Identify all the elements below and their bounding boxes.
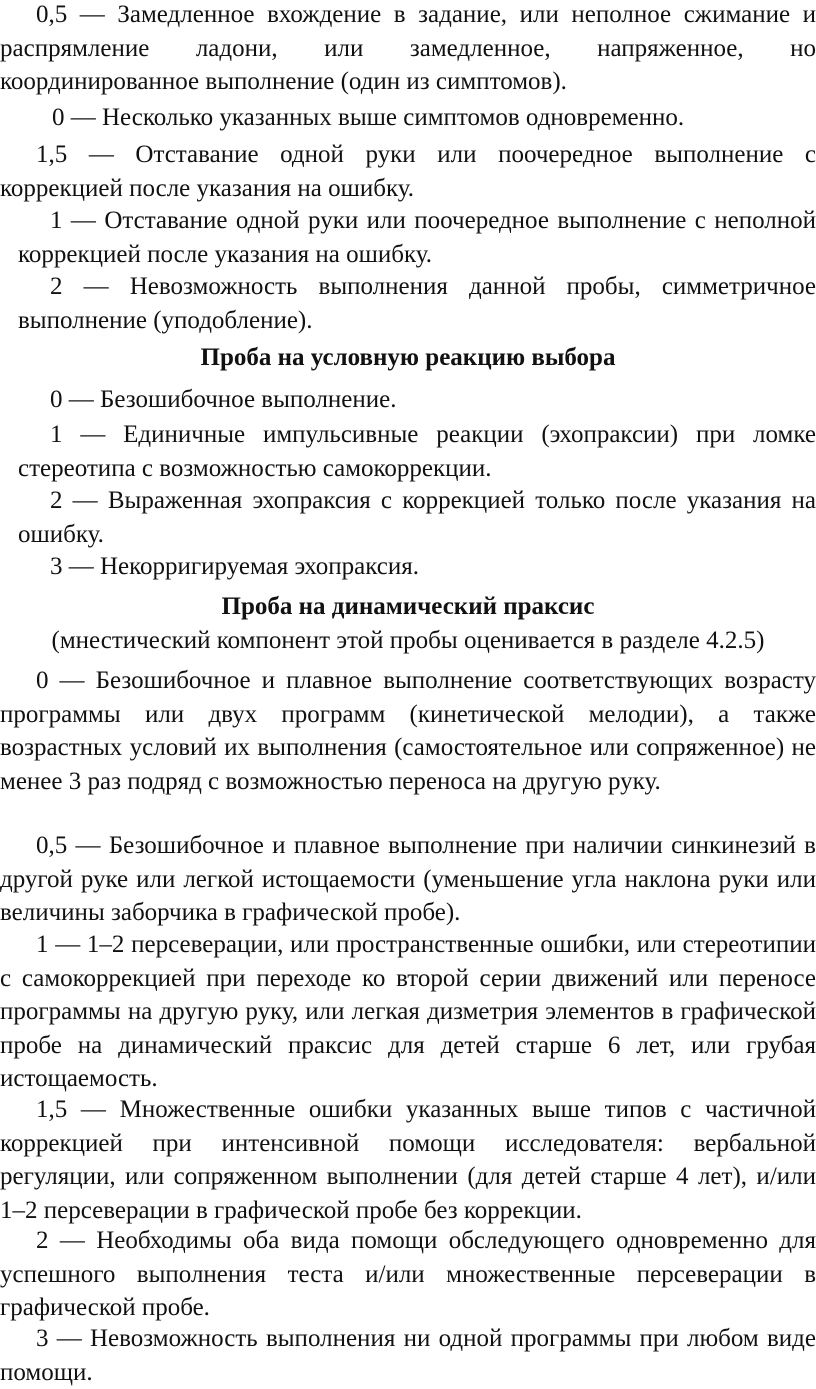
- score-paragraph: 0 — Несколько указанных выше симптомов одновременно.: [52, 104, 685, 131]
- section-subheading: (мнестический компонент этой пробы оценивается в разделе 4.2.5): [51, 627, 765, 654]
- score-paragraph: 0 — Безошибочное выполнение.: [50, 386, 397, 413]
- score-paragraph: 0,5 — Безошибочное и плавное выполнение при наличии синкинезий в другой руке или легкой истощаемости (уменьшение угла наклона руки или величины заборчика в графической пробе).: [0, 832, 816, 926]
- section-heading: Проба на динамический праксис: [221, 593, 595, 620]
- score-paragraph: 1,5 — Множественные ошибки указанных выше типов с частичной коррекцией при интенсивной помощи исследователя: вербальной регуляции, или сопряженном выполнении (для детей старше 4 лет), и/или 1–2 персеверации в графической пробе без коррекции.: [0, 1096, 816, 1224]
- score-paragraph: 3 — Некорригируемая эхопраксия.: [50, 553, 419, 580]
- score-paragraph: 2 — Невозможность выполнения данной пробы, симметричное выполнение (уподобление).: [18, 273, 816, 334]
- score-paragraph: 0 — Безошибочное и плавное выполнение соответствующих возрасту программы или двух программ (кинетической мелодии), а также возрастных условий их выполнения (самостоятельное или сопряженное) не менее 3 раз подряд с возможностью переноса на другую руку.: [0, 667, 816, 795]
- score-paragraph: 1,5 — Отставание одной руки или поочередное выполнение с коррекцией после указания на ошибку.: [0, 141, 816, 202]
- score-paragraph: 1 — 1–2 персеверации, или пространственные ошибки, или стереотипии с самокоррекцией при переходе ко второй серии движений или переносе программы на другую руку, или легкая дизметрия элементов в графической пробе на динамический праксис для детей старше 6 лет, или грубая истощаемость.: [0, 931, 816, 1092]
- score-paragraph: 2 — Необходимы оба вида помощи обследующего одновременно для успешного выполнения теста и/или множественные персеверации в графической пробе.: [0, 1227, 816, 1321]
- score-paragraph: 2 — Выраженная эхопраксия с коррекцией только после указания на ошибку.: [18, 487, 816, 548]
- score-paragraph: 3 — Невозможность выполнения ни одной программы при любом виде помощи.: [0, 1325, 816, 1386]
- score-paragraph: 0,5 — Замедленное вхождение в задание, или неполное сжимание и распрямление ладони, или замедленное, напряженное, но координированное выполнение (один из симптомов).: [0, 1, 816, 95]
- score-paragraph: 1 — Отставание одной руки или поочередное выполнение с неполной коррекцией после указания на ошибку.: [18, 207, 816, 268]
- section-heading: Проба на условную реакцию выбора: [200, 344, 616, 371]
- score-paragraph: 1 — Единичные импульсивные реакции (эхопраксии) при ломке стереотипа с возможностью самокоррекции.: [18, 421, 816, 482]
